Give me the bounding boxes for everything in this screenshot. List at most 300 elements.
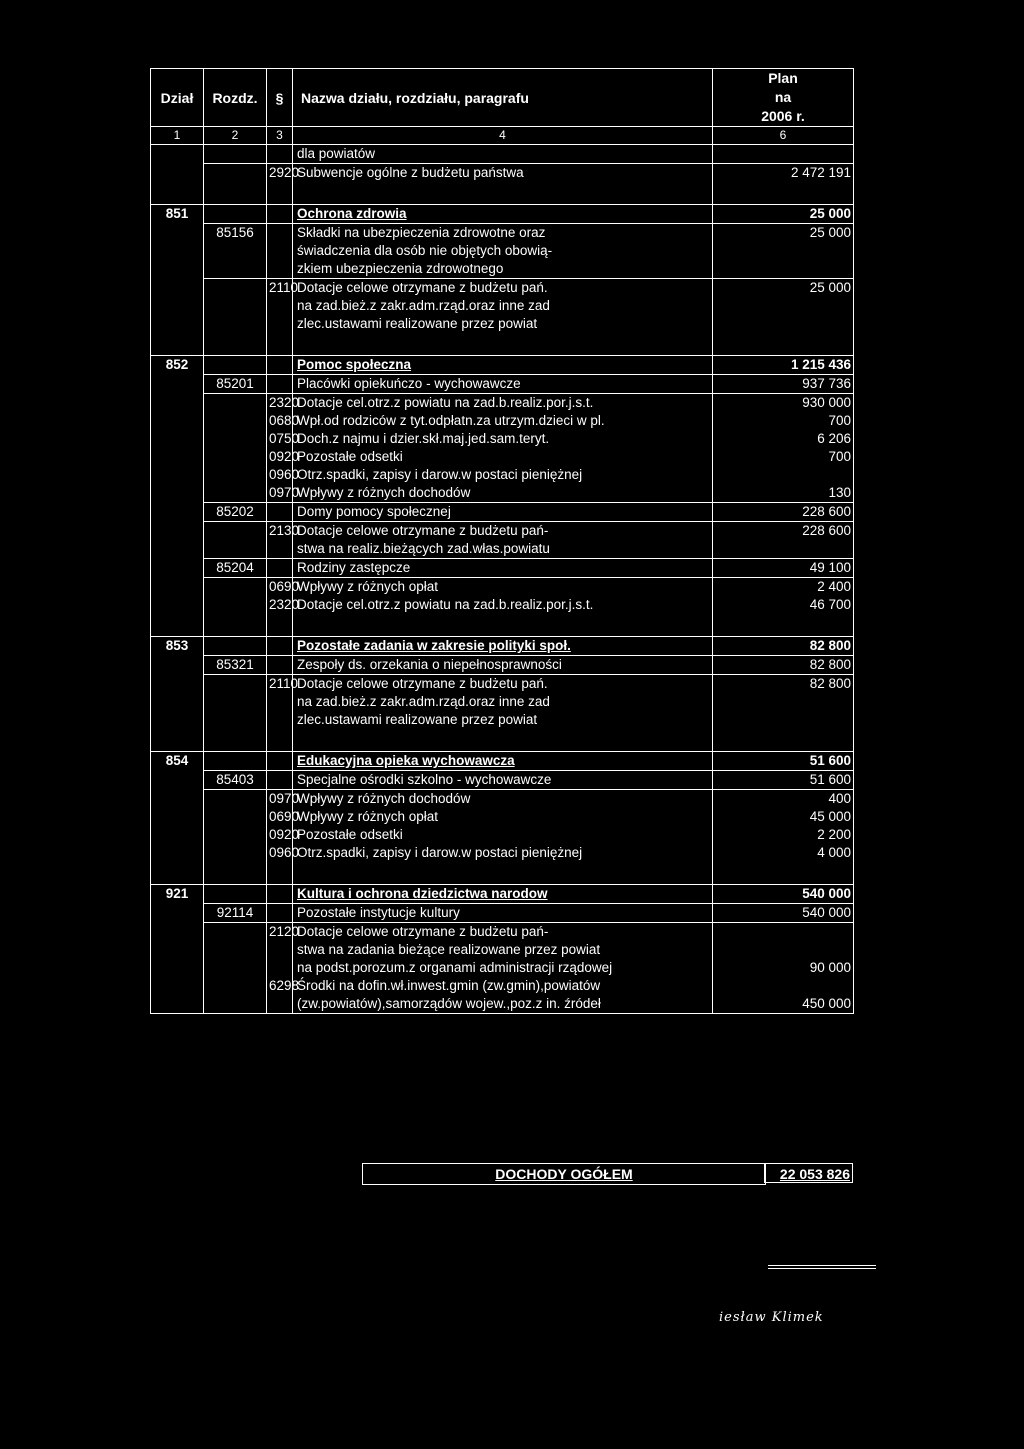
colnum-2: 2 — [204, 127, 267, 145]
cell-plan: 90 000 — [713, 959, 854, 977]
cell-dzial: 921 — [151, 885, 204, 904]
spacer-cell — [713, 862, 854, 885]
table-row — [151, 559, 854, 578]
header-plan — [713, 69, 854, 127]
cell-plan — [713, 260, 854, 279]
table-row — [151, 637, 854, 656]
table-row — [151, 448, 854, 466]
cell-nazwa — [293, 637, 713, 656]
cell-paragraf: 2320 — [267, 596, 293, 614]
cell-rozdzial — [204, 808, 267, 826]
cell-plan: 540 000 — [713, 885, 854, 904]
table-row — [151, 711, 854, 729]
table-row — [151, 145, 854, 164]
spacer-cell — [713, 333, 854, 356]
cell-paragraf — [267, 752, 293, 771]
cell-plan — [713, 923, 854, 942]
cell-nazwa: stwa na realiz.bieżących zad.włas.powiatu — [293, 540, 713, 559]
cell-nazwa: (zw.powiatów),samorządów wojew.,poz.z in. źródeł — [293, 995, 713, 1014]
cell-nazwa: zlec.ustawami realizowane przez powiat — [293, 711, 713, 729]
header-plan-line1: Plan — [768, 70, 798, 86]
cell-nazwa — [293, 885, 713, 904]
cell-paragraf — [267, 356, 293, 375]
table-row — [151, 522, 854, 541]
cell-plan: 25 000 — [713, 279, 854, 298]
cell-nazwa: Wpływy z różnych opłat — [293, 578, 713, 597]
cell-paragraf — [267, 315, 293, 333]
cell-dzial — [151, 522, 204, 541]
cell-dzial: 852 — [151, 356, 204, 375]
cell-paragraf: 2320 — [267, 394, 293, 413]
cell-rozdzial — [204, 923, 267, 942]
cell-dzial — [151, 656, 204, 675]
cell-dzial — [151, 808, 204, 826]
table-row — [151, 578, 854, 597]
cell-dzial — [151, 260, 204, 279]
cell-plan — [713, 711, 854, 729]
cell-nazwa: zkiem ubezpieczenia zdrowotnego — [293, 260, 713, 279]
table-row — [151, 959, 854, 977]
header-rozdz: Rozdz. — [204, 69, 267, 127]
budget-table-container — [150, 68, 853, 1014]
cell-rozdzial — [204, 637, 267, 656]
header-plan-line3: 2006 r. — [761, 108, 805, 124]
cell-paragraf: 0970 — [267, 790, 293, 809]
cell-nazwa: na podst.porozum.z organami administracji rządowej — [293, 959, 713, 977]
cell-plan: 82 800 — [713, 675, 854, 694]
cell-plan — [713, 466, 854, 484]
cell-plan: 400 — [713, 790, 854, 809]
spacer-cell — [293, 614, 713, 637]
cell-paragraf — [267, 711, 293, 729]
total-value — [764, 1163, 853, 1183]
cell-plan — [713, 977, 854, 995]
cell-text: Pozostałe zadania w zakresie polityki społ. — [297, 638, 571, 653]
cell-rozdzial — [204, 164, 267, 183]
cell-dzial — [151, 826, 204, 844]
cell-rozdzial — [204, 297, 267, 315]
cell-dzial — [151, 995, 204, 1014]
total-label-text: DOCHODY OGÓŁEM — [495, 1166, 633, 1182]
cell-plan: 4 000 — [713, 844, 854, 862]
cell-plan: 25 000 — [713, 224, 854, 243]
cell-dzial: 851 — [151, 205, 204, 224]
cell-rozdzial — [204, 484, 267, 503]
cell-dzial — [151, 844, 204, 862]
cell-plan: 228 600 — [713, 522, 854, 541]
colnum-4: 4 — [293, 127, 713, 145]
cell-plan: 540 000 — [713, 904, 854, 923]
cell-paragraf: 2110 — [267, 279, 293, 298]
cell-plan: 700 — [713, 412, 854, 430]
cell-plan: 45 000 — [713, 808, 854, 826]
cell-rozdzial — [204, 941, 267, 959]
cell-plan: 930 000 — [713, 394, 854, 413]
cell-paragraf: 2110 — [267, 675, 293, 694]
cell-dzial — [151, 596, 204, 614]
cell-paragraf — [267, 904, 293, 923]
cell-rozdzial — [204, 790, 267, 809]
cell-rozdzial — [204, 242, 267, 260]
cell-dzial — [151, 790, 204, 809]
cell-text: Rodziny zastępcze — [297, 560, 411, 575]
spacer-cell — [267, 333, 293, 356]
cell-plan: 228 600 — [713, 503, 854, 522]
cell-plan: 450 000 — [713, 995, 854, 1014]
cell-dzial — [151, 315, 204, 333]
table-row — [151, 164, 854, 183]
spacer-cell — [713, 614, 854, 637]
cell-plan: 51 600 — [713, 752, 854, 771]
cell-nazwa: Otrz.spadki, zapisy i darow.w postaci pieniężnej — [293, 466, 713, 484]
cell-dzial — [151, 466, 204, 484]
cell-nazwa — [293, 503, 713, 522]
cell-paragraf — [267, 503, 293, 522]
spacer-cell — [204, 182, 267, 205]
cell-nazwa: Dotacje cel.otrz.z powiatu na zad.b.realiz.por.j.s.t. — [293, 596, 713, 614]
cell-dzial — [151, 164, 204, 183]
cell-paragraf — [267, 885, 293, 904]
cell-rozdzial — [204, 596, 267, 614]
cell-nazwa: Dotacje celowe otrzymane z budżetu pań. — [293, 279, 713, 298]
cell-text: Pozostałe instytucje kultury — [297, 905, 460, 920]
cell-rozdzial: 85204 — [204, 559, 267, 578]
spacer-cell — [293, 729, 713, 752]
spacer-row — [151, 182, 854, 205]
colnum-1: 1 — [151, 127, 204, 145]
cell-text: Zespoły ds. orzekania o niepełnosprawności — [297, 657, 562, 672]
cell-nazwa: Otrz.spadki, zapisy i darow.w postaci pieniężnej — [293, 844, 713, 862]
cell-plan: 700 — [713, 448, 854, 466]
cell-nazwa — [293, 375, 713, 394]
cell-paragraf — [267, 242, 293, 260]
cell-plan — [713, 145, 854, 164]
spacer-cell — [293, 182, 713, 205]
cell-nazwa: Pozostałe odsetki — [293, 826, 713, 844]
header-plan-line2: na — [774, 89, 792, 105]
cell-nazwa: Subwencje ogólne z budżetu państwa — [293, 164, 713, 183]
cell-nazwa — [293, 224, 713, 243]
colnum-3: 3 — [267, 127, 293, 145]
cell-nazwa — [293, 356, 713, 375]
spacer-cell — [151, 333, 204, 356]
cell-paragraf — [267, 656, 293, 675]
cell-paragraf: 0970 — [267, 484, 293, 503]
cell-text: Kultura i ochrona dziedzictwa narodow — [297, 886, 548, 901]
cell-text: Edukacyjna opieka wychowawcza — [297, 753, 515, 768]
cell-paragraf: 0920 — [267, 448, 293, 466]
cell-plan: 25 000 — [713, 205, 854, 224]
table-row — [151, 412, 854, 430]
cell-plan — [713, 297, 854, 315]
cell-nazwa: Środki na dofin.wł.inwest.gmin (zw.gmin),powiatów — [293, 977, 713, 995]
table-row — [151, 771, 854, 790]
cell-paragraf: 2920 — [267, 164, 293, 183]
cell-rozdzial — [204, 356, 267, 375]
cell-dzial — [151, 145, 204, 164]
cell-dzial — [151, 904, 204, 923]
cell-paragraf: 2120 — [267, 923, 293, 942]
cell-rozdzial — [204, 885, 267, 904]
table-row — [151, 941, 854, 959]
cell-dzial — [151, 279, 204, 298]
cell-plan: 49 100 — [713, 559, 854, 578]
cell-dzial — [151, 959, 204, 977]
table-row — [151, 242, 854, 260]
cell-dzial — [151, 430, 204, 448]
cell-dzial — [151, 394, 204, 413]
cell-dzial: 853 — [151, 637, 204, 656]
table-row — [151, 484, 854, 503]
cell-nazwa: Dotacje celowe otrzymane z budżetu pań- — [293, 923, 713, 942]
total-value-text: 22 053 826 — [779, 1166, 850, 1182]
cell-rozdzial — [204, 412, 267, 430]
cell-nazwa — [293, 752, 713, 771]
table-row — [151, 693, 854, 711]
cell-dzial — [151, 559, 204, 578]
spacer-cell — [267, 729, 293, 752]
cell-paragraf: 0750 — [267, 430, 293, 448]
cell-dzial — [151, 242, 204, 260]
cell-dzial: 854 — [151, 752, 204, 771]
table-row — [151, 790, 854, 809]
cell-nazwa: Doch.z najmu i dzier.skł.maj.jed.sam.teryt. — [293, 430, 713, 448]
total-box — [362, 1163, 853, 1183]
cell-plan — [713, 242, 854, 260]
cell-nazwa: na zad.bież.z zakr.adm.rząd.oraz inne zad — [293, 693, 713, 711]
spacer-cell — [204, 333, 267, 356]
cell-plan: 82 800 — [713, 637, 854, 656]
cell-dzial — [151, 711, 204, 729]
cell-paragraf — [267, 995, 293, 1014]
cell-plan: 937 736 — [713, 375, 854, 394]
spacer-cell — [204, 729, 267, 752]
cell-paragraf — [267, 771, 293, 790]
cell-plan — [713, 540, 854, 559]
table-row — [151, 430, 854, 448]
table-row — [151, 356, 854, 375]
cell-paragraf — [267, 224, 293, 243]
table-row — [151, 923, 854, 942]
cell-text: Domy pomocy społecznej — [297, 504, 451, 519]
cell-paragraf: 0690 — [267, 808, 293, 826]
cell-rozdzial — [204, 260, 267, 279]
table-row — [151, 466, 854, 484]
cell-dzial — [151, 977, 204, 995]
spacer-cell — [267, 182, 293, 205]
cell-text: Specjalne ośrodki szkolno - wychowawcze — [297, 772, 552, 787]
budget-table — [150, 68, 854, 1014]
cell-text: Ochrona zdrowia — [297, 206, 407, 221]
cell-paragraf — [267, 637, 293, 656]
cell-rozdzial — [204, 693, 267, 711]
cell-rozdzial — [204, 448, 267, 466]
cell-paragraf: 0920 — [267, 826, 293, 844]
table-row — [151, 224, 854, 243]
cell-rozdzial — [204, 826, 267, 844]
table-row — [151, 315, 854, 333]
cell-plan: 51 600 — [713, 771, 854, 790]
table-row — [151, 675, 854, 694]
table-row — [151, 540, 854, 559]
cell-paragraf — [267, 260, 293, 279]
column-number-row — [151, 127, 854, 145]
cell-plan: 82 800 — [713, 656, 854, 675]
cell-rozdzial: 85201 — [204, 375, 267, 394]
spacer-cell — [151, 182, 204, 205]
spacer-cell — [151, 729, 204, 752]
cell-plan — [713, 693, 854, 711]
cell-nazwa — [293, 771, 713, 790]
cell-rozdzial — [204, 675, 267, 694]
spacer-row — [151, 729, 854, 752]
spacer-row — [151, 614, 854, 637]
table-row — [151, 375, 854, 394]
cell-paragraf — [267, 375, 293, 394]
total-label — [362, 1163, 766, 1185]
table-row — [151, 885, 854, 904]
cell-rozdzial — [204, 205, 267, 224]
spacer-cell — [151, 862, 204, 885]
cell-nazwa: Wpływy z różnych opłat — [293, 808, 713, 826]
cell-paragraf: 0960 — [267, 844, 293, 862]
cell-dzial — [151, 693, 204, 711]
cell-paragraf — [267, 559, 293, 578]
cell-rozdzial: 85321 — [204, 656, 267, 675]
cell-dzial — [151, 224, 204, 243]
table-row — [151, 977, 854, 995]
cell-dzial — [151, 297, 204, 315]
cell-rozdzial: 85202 — [204, 503, 267, 522]
cell-rozdzial — [204, 578, 267, 597]
cell-dzial — [151, 578, 204, 597]
table-row — [151, 297, 854, 315]
cell-nazwa: Dotacje celowe otrzymane z budżetu pań. — [293, 675, 713, 694]
spacer-cell — [293, 862, 713, 885]
cell-paragraf — [267, 540, 293, 559]
spacer-cell — [151, 614, 204, 637]
cell-nazwa — [293, 904, 713, 923]
table-row — [151, 752, 854, 771]
cell-paragraf: 6298 — [267, 977, 293, 995]
cell-plan: 2 200 — [713, 826, 854, 844]
cell-plan: 2 400 — [713, 578, 854, 597]
cell-nazwa: Wpływy z różnych dochodów — [293, 790, 713, 809]
table-row — [151, 503, 854, 522]
cell-dzial — [151, 923, 204, 942]
table-row — [151, 260, 854, 279]
cell-text: Pomoc społeczna — [297, 357, 412, 372]
cell-paragraf: 0680 — [267, 412, 293, 430]
cell-nazwa: Wpł.od rodziców z tyt.odpłatn.za utrzym.dzieci w pl. — [293, 412, 713, 430]
cell-rozdzial — [204, 430, 267, 448]
cell-paragraf — [267, 693, 293, 711]
table-row — [151, 808, 854, 826]
cell-nazwa: zlec.ustawami realizowane przez powiat — [293, 315, 713, 333]
table-row — [151, 656, 854, 675]
cell-rozdzial — [204, 315, 267, 333]
cell-dzial — [151, 412, 204, 430]
cell-nazwa: Dotacje cel.otrz.z powiatu na zad.b.realiz.por.j.s.t. — [293, 394, 713, 413]
cell-nazwa — [293, 656, 713, 675]
cell-plan: 130 — [713, 484, 854, 503]
spacer-cell — [713, 729, 854, 752]
spacer-cell — [204, 614, 267, 637]
table-row — [151, 205, 854, 224]
cell-plan — [713, 941, 854, 959]
table-row — [151, 279, 854, 298]
cell-rozdzial — [204, 959, 267, 977]
spacer-cell — [267, 862, 293, 885]
cell-rozdzial — [204, 995, 267, 1014]
cell-paragraf — [267, 297, 293, 315]
cell-paragraf — [267, 941, 293, 959]
cell-rozdzial: 92114 — [204, 904, 267, 923]
cell-rozdzial: 85403 — [204, 771, 267, 790]
cell-paragraf — [267, 145, 293, 164]
cell-dzial — [151, 375, 204, 394]
table-row — [151, 394, 854, 413]
cell-nazwa: dla powiatów — [293, 145, 713, 164]
cell-paragraf: 2130 — [267, 522, 293, 541]
cell-rozdzial — [204, 145, 267, 164]
cell-nazwa: na zad.bież.z zakr.adm.rząd.oraz inne zad — [293, 297, 713, 315]
header-row — [151, 69, 854, 127]
cell-rozdzial — [204, 394, 267, 413]
cell-plan: 46 700 — [713, 596, 854, 614]
table-row — [151, 844, 854, 862]
cell-nazwa: Dotacje celowe otrzymane z budżetu pań- — [293, 522, 713, 541]
cell-nazwa: stwa na zadania bieżące realizowane przez powiat — [293, 941, 713, 959]
cell-rozdzial — [204, 540, 267, 559]
table-body — [151, 145, 854, 1014]
cell-dzial — [151, 484, 204, 503]
colnum-6: 6 — [713, 127, 854, 145]
cell-rozdzial — [204, 466, 267, 484]
table-row — [151, 995, 854, 1014]
cell-nazwa: świadczenia dla osób nie objętych obowią- — [293, 242, 713, 260]
spacer-cell — [293, 333, 713, 356]
cell-dzial — [151, 448, 204, 466]
cell-paragraf — [267, 959, 293, 977]
spacer-cell — [713, 182, 854, 205]
table-row — [151, 904, 854, 923]
spacer-cell — [204, 862, 267, 885]
cell-plan: 6 206 — [713, 430, 854, 448]
cell-paragraf: 0960 — [267, 466, 293, 484]
cell-rozdzial — [204, 977, 267, 995]
cell-rozdzial: 85156 — [204, 224, 267, 243]
cell-nazwa — [293, 559, 713, 578]
cell-rozdzial — [204, 752, 267, 771]
cell-nazwa: Wpływy z różnych dochodów — [293, 484, 713, 503]
spacer-row — [151, 333, 854, 356]
cell-nazwa — [293, 205, 713, 224]
cell-rozdzial — [204, 279, 267, 298]
cell-dzial — [151, 540, 204, 559]
table-row — [151, 826, 854, 844]
cell-rozdzial — [204, 844, 267, 862]
cell-paragraf — [267, 205, 293, 224]
spacer-cell — [267, 614, 293, 637]
cell-nazwa: Pozostałe odsetki — [293, 448, 713, 466]
cell-plan — [713, 315, 854, 333]
cell-text: Składki na ubezpieczenia zdrowotne oraz — [297, 225, 546, 240]
cell-rozdzial — [204, 711, 267, 729]
table-row — [151, 596, 854, 614]
cell-dzial — [151, 675, 204, 694]
signature: iesław Klimek — [719, 1310, 824, 1325]
